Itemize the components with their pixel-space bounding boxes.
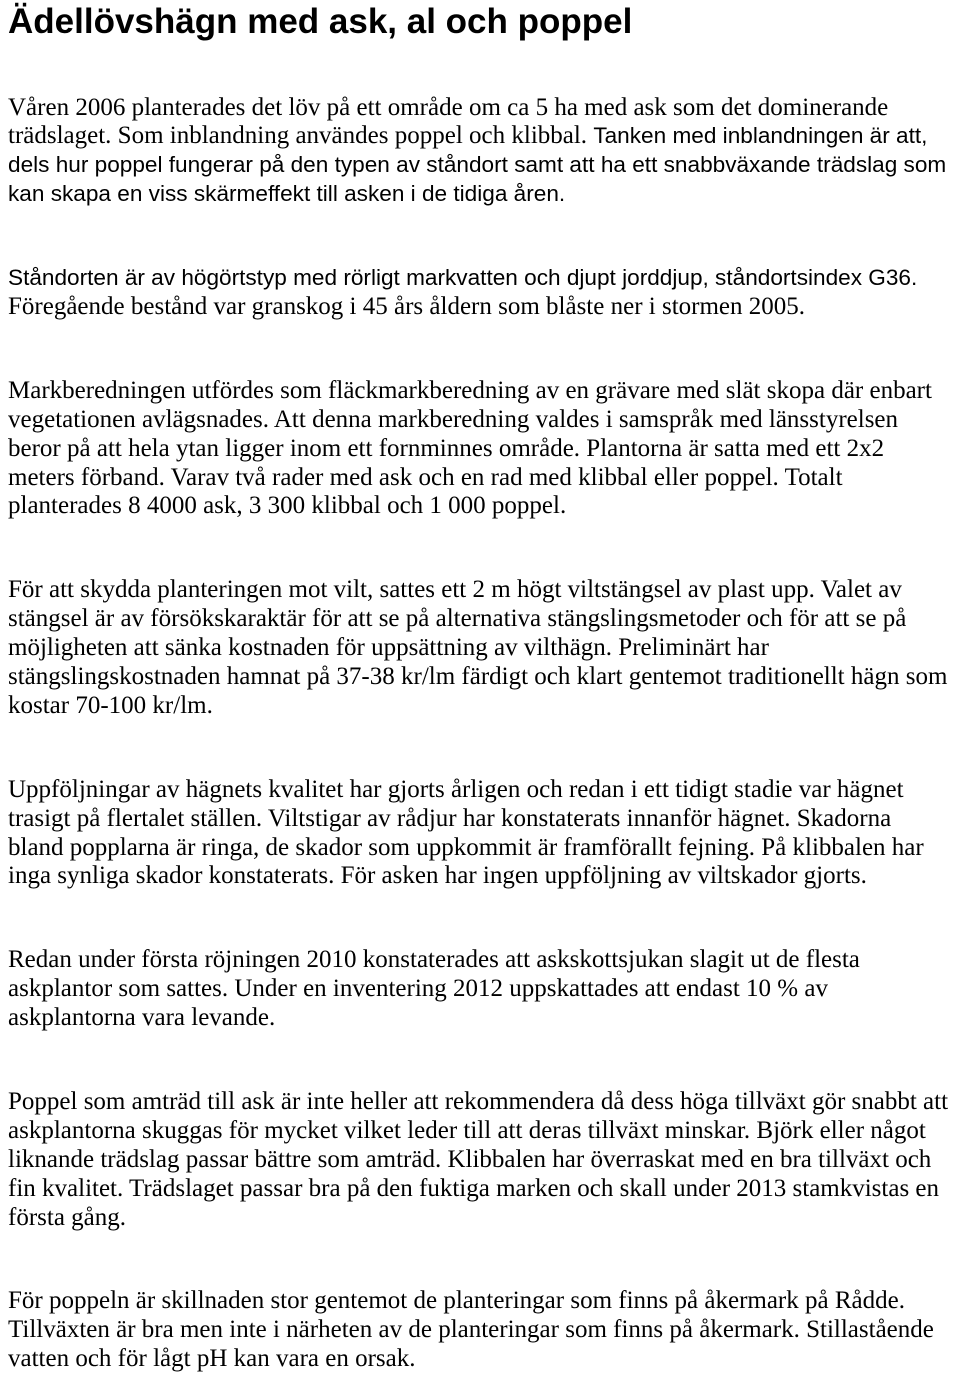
paragraph-line: planterades 8 4000 ask, 3 300 klibbal och 1 000 poppel. [8, 492, 567, 520]
paragraph-line: första gång. [8, 1203, 127, 1231]
paragraph-line: beror på att hela ytan ligger inom ett fornminnes område. Plantorna är satta med ett 2x2 [8, 434, 885, 462]
paragraph-line: möjligheten att sänka kostnaden för uppsättning av vilthägn. Preliminärt har [8, 634, 769, 662]
paragraph [8, 1287, 960, 1374]
paragraph [8, 1088, 960, 1232]
paragraph [8, 377, 960, 521]
paragraph-line [8, 122, 960, 151]
paragraph [8, 776, 960, 892]
paragraph-line: Uppföljningar av hägnets kvalitet har gjorts årligen och redan i ett tidigt stadie var hägnet [8, 775, 904, 803]
paragraph [8, 576, 960, 720]
paragraph-line: askplantor som sattes. Under en inventering 2012 uppskattades att endast 10 % av [8, 975, 828, 1003]
paragraph-line: Föregående bestånd var granskog i 45 års åldern som blåste ner i stormen 2005. [8, 292, 806, 320]
paragraph-line: kostar 70-100 kr/lm. [8, 691, 213, 719]
paragraph-line: askplantorna vara levande. [8, 1004, 276, 1032]
paragraph [8, 264, 960, 322]
paragraph-line: Ståndorten är av högörtstyp med rörligt markvatten och djupt jorddjup, ståndortsindex G36. [8, 265, 918, 291]
paragraph-line-segment: Tanken med inblandningen är att, [593, 123, 928, 149]
paragraph-line: stängslingskostnaden hamnat på 37-38 kr/lm färdigt och klart gentemot traditionellt hägn som [8, 662, 948, 690]
paragraph-line: trasigt på flertalet ställen. Viltstigar av rådjur har konstaterats innanför hägnet. Skadorna [8, 804, 892, 832]
paragraph-line: Markberedningen utfördes som fläckmarkberedning av en grävare med slät skopa där enbart [8, 376, 932, 404]
paragraph-line: askplantorna skuggas för mycket vilket leder till att deras tillväxt minskar. Björk eller något [8, 1116, 926, 1144]
paragraph-line: stängsel är av försökskaraktär för att se på alternativa stängslingsmetoder och för att se på [8, 605, 907, 633]
paragraph-line: Poppel som amträd till ask är inte heller att rekommendera då dess höga tillväxt gör snabbt att [8, 1087, 949, 1115]
page-title: Ädellövshägn med ask, al och poppel [8, 2, 633, 41]
paragraph-line: kan skapa en viss skärmeffekt till asken i de tidiga åren. [8, 181, 566, 207]
paragraph-line: liknande trädslag passar bättre som amträd. Klibbalen har överraskat med en bra tillväxt och [8, 1145, 932, 1173]
paragraph-line: vatten och för lågt pH kan vara en orsak. [8, 1345, 416, 1373]
paragraph-line: vegetationen avlägsnades. Att denna markberedning valdes i samspråk med länsstyrelsen [8, 405, 899, 433]
paragraph-line: dels hur poppel fungerar på den typen av ståndort samt att ha ett snabbväxande trädslag som [8, 152, 947, 178]
paragraph-line: Tillväxten är bra men inte i närheten av de planteringar som finns på åkermark. Stillastående [8, 1316, 934, 1344]
paragraph-line-segment: trädslaget. Som inblandning användes poppel och klibbal. [8, 122, 588, 150]
paragraph-line: För att skydda planteringen mot vilt, sattes ett 2 m högt viltstängsel av plast upp. Valet av [8, 576, 902, 604]
paragraph-line: Redan under första röjningen 2010 konstaterades att askskottsjukan slagit ut de flesta [8, 946, 860, 974]
paragraph-line: meters förband. Varav två rader med ask och en rad med klibbal eller poppel. Totalt [8, 463, 843, 491]
paragraph-line: inga synliga skador konstaterats. För asken har ingen uppföljning av viltskador gjorts. [8, 862, 867, 890]
paragraph-line: bland popplarna är ringa, de skador som uppkommit är framförallt fejning. På klibbalen har [8, 833, 924, 861]
paragraph-line: För poppeln är skillnaden stor gentemot de planteringar som finns på åkermark på Rådde. [8, 1287, 905, 1315]
paragraph [8, 94, 960, 210]
paragraph [8, 946, 960, 1033]
paragraph-line: fin kvalitet. Trädslaget passar bra på den fuktiga marken och skall under 2013 stamkvistas en [8, 1174, 940, 1202]
paragraph-line: Våren 2006 planterades det löv på ett område om ca 5 ha med ask som det dominerande [8, 93, 889, 121]
